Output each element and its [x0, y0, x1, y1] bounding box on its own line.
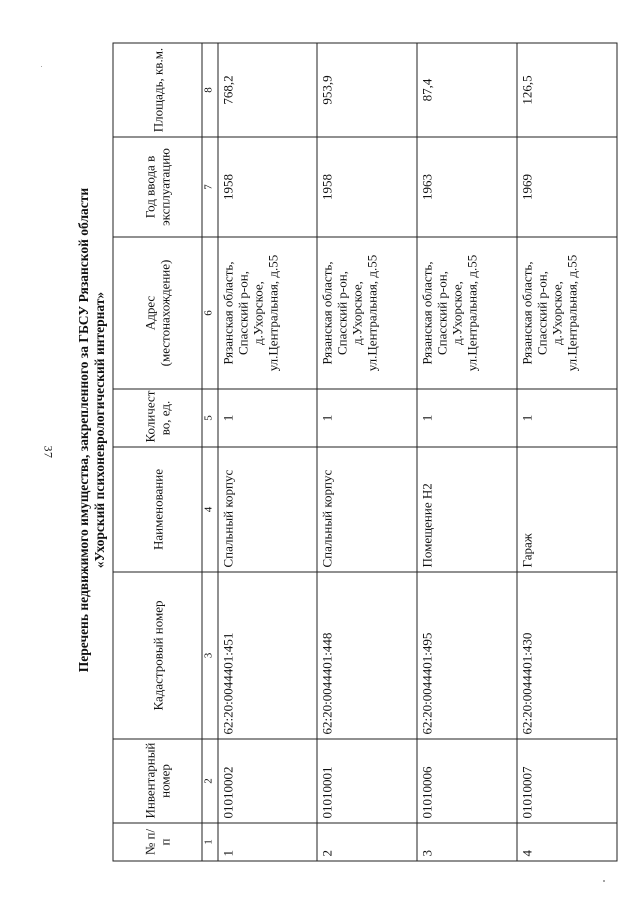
document-title: [76, 130, 108, 730]
column-number: 8: [202, 43, 217, 137]
item-name: Помещение Н2: [417, 447, 517, 572]
cadastral-number: 62:20:0044401:451: [217, 572, 317, 739]
row-number: 4: [517, 823, 617, 861]
commission-year: 1969: [517, 137, 617, 237]
column-number: 3: [202, 572, 217, 739]
commission-year: 1963: [417, 137, 517, 237]
item-area: 126,5: [517, 43, 617, 137]
header-row: [113, 43, 202, 861]
column-number: 2: [202, 739, 217, 823]
cadastral-number: 62:20:0044401:430: [517, 572, 617, 739]
inventory-number: 01010002: [217, 739, 317, 823]
property-table: [112, 43, 617, 862]
row-number: 1: [217, 823, 317, 861]
item-area: 768,2: [217, 43, 317, 137]
item-address: Рязанская область, Спасский р-он, д.Ухорское, ул.Центральная, д.55: [317, 237, 417, 389]
column-number: 7: [202, 137, 217, 237]
item-name: Спальный корпус: [217, 447, 317, 572]
inventory-number: 01010006: [417, 739, 517, 823]
item-area: 953,9: [317, 43, 417, 137]
header-cell: № п/п: [113, 823, 202, 861]
header-cell: Количест во, ед.: [113, 389, 202, 447]
header-cell: Наименование: [113, 447, 202, 572]
commission-year: 1958: [217, 137, 317, 237]
column-number-row: [202, 43, 217, 861]
row-number: 2: [317, 823, 417, 861]
row-number: 3: [417, 823, 517, 861]
inventory-number: 01010001: [317, 739, 417, 823]
page-number: 37: [41, 445, 56, 459]
item-quantity: 1: [417, 389, 517, 447]
title-line-2: «Ухорский психоневрологический интернат»: [92, 291, 107, 569]
header-cell: Кадастровый номер: [113, 572, 202, 739]
header-cell: Инвентарный номер: [113, 739, 202, 823]
commission-year: 1958: [317, 137, 417, 237]
column-number: 5: [202, 389, 217, 447]
cadastral-number: 62:20:0044401:448: [317, 572, 417, 739]
table-row: [417, 43, 517, 861]
table-row: [317, 43, 417, 861]
title-line-1: Перечень недвижимого имущества, закрепленного за ГБСУ Рязанской области: [76, 187, 91, 673]
header-cell: Адрес (местонахождение): [113, 237, 202, 389]
item-quantity: 1: [317, 389, 417, 447]
item-name: Спальный корпус: [317, 447, 417, 572]
item-area: 87,4: [417, 43, 517, 137]
column-number: 1: [202, 823, 217, 861]
table-container: [112, 43, 617, 861]
column-number: 4: [202, 447, 217, 572]
header-cell: Площадь, кв.м.: [113, 43, 202, 137]
item-name: Гараж: [517, 447, 617, 572]
table-row: [517, 43, 617, 861]
header-cell: Год ввода в эксплуатацию: [113, 137, 202, 237]
item-address: Рязанская область, Спасский р-он, д.Ухорское, ул.Центральная, д.55: [517, 237, 617, 389]
item-address: Рязанская область, Спасский р-он, д.Ухорское, ул.Центральная, д.55: [217, 237, 317, 389]
inventory-number: 01010007: [517, 739, 617, 823]
column-number: 6: [202, 237, 217, 389]
item-address: Рязанская область, Спасский р-он, д.Ухорское, ул.Центральная, д.55: [417, 237, 517, 389]
item-quantity: 1: [217, 389, 317, 447]
cadastral-number: 62:20:0044401:495: [417, 572, 517, 739]
table-row: [217, 43, 317, 861]
item-quantity: 1: [517, 389, 617, 447]
scan-speck: [603, 880, 605, 882]
scan-speck: [41, 66, 42, 67]
